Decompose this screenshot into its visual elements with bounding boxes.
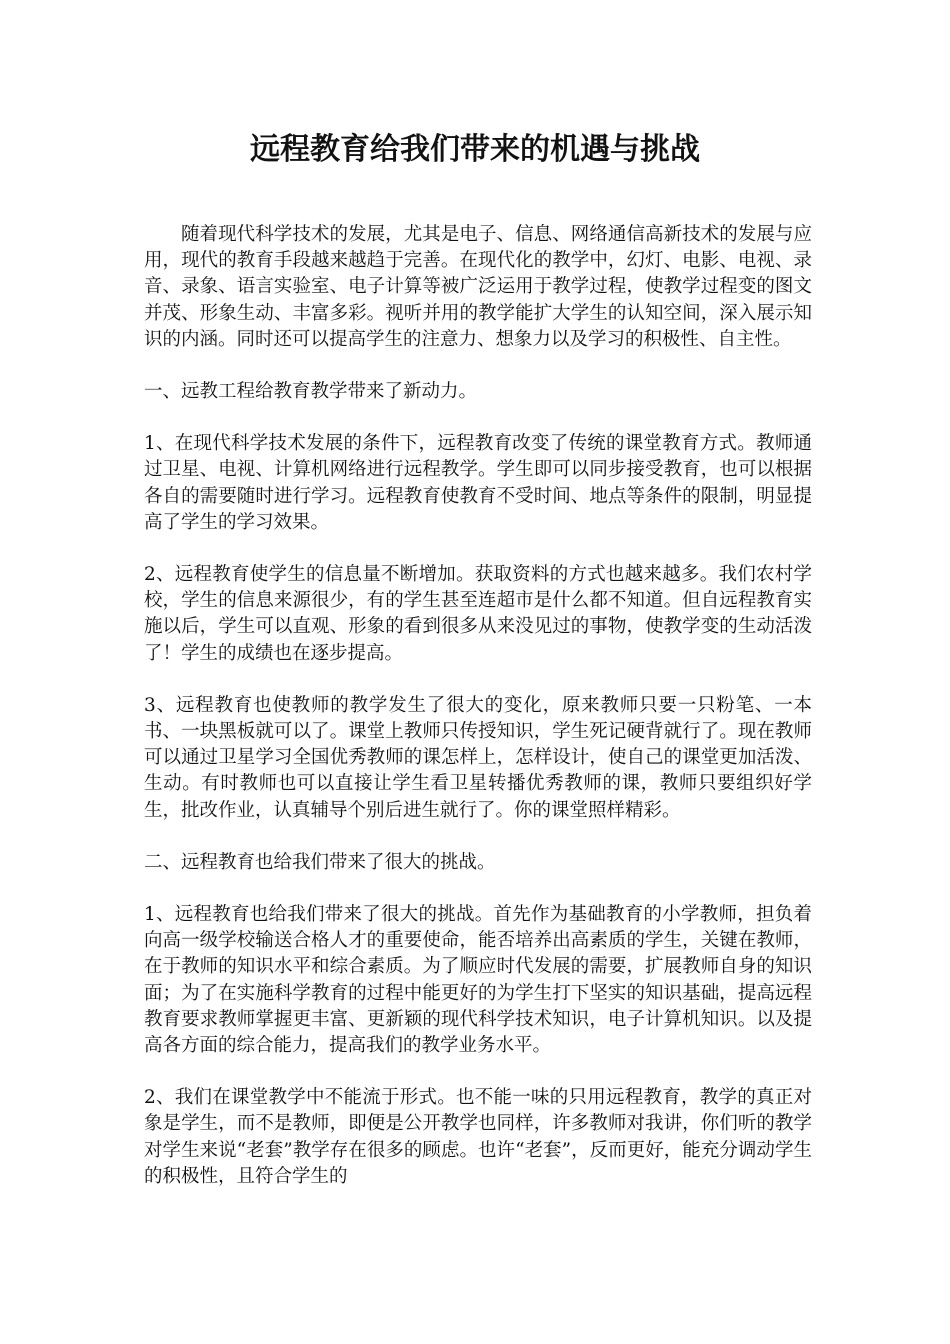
document-body	[144, 222, 812, 1216]
section-heading-2: 二、远程教育也给我们带来了很大的挑战。	[144, 851, 496, 873]
section-1-item-1: 1、在现代科学技术发展的条件下，远程教育改变了传统的课堂教育方式。教师通过卫星、电视、计算机网络进行远程教学。学生即可以同步接受教育，也可以根据各自的需要随时进行学习。远程教育使教育不受时间、地点等条件的限制，明显提高了学生的学习效果。	[144, 433, 812, 533]
section-2-item-2: 2、我们在课堂教学中不能流于形式。也不能一味的只用远程教育，教学的真正对象是学生，而不是教师，即便是公开教学也同样，许多教师对我讲，你们听的教学对学生来说“老套”教学存在很多的顾虑。也许“老套”，反而更好，能充分调动学生的积极性，且符合学生的	[144, 1087, 812, 1187]
section-1-item-2: 2、远程教育使学生的信息量不断增加。获取资料的方式也越来越多。我们农村学校，学生的信息来源很少，有的学生甚至连超市是什么都不知道。但自远程教育实施以后，学生可以直观、形象的看到很多从来没见过的事物，使教学变的生动活泼了！学生的成绩也在逐步提高。	[144, 564, 812, 664]
section-heading-1: 一、远教工程给教育教学带来了新动力。	[144, 381, 478, 403]
section-1-item-3: 3、远程教育也使教师的教学发生了很大的变化，原来教师只要一只粉笔、一本书、一块黑板就可以了。课堂上教师只传授知识，学生死记硬背就行了。现在教师可以通过卫星学习全国优秀教师的课怎样上，怎样设计，使自己的课堂更加活泼、生动。有时教师也可以直接让学生看卫星转播优秀教师的课，教师只要组织好学生，批改作业，认真辅导个别后进生就行了。你的课堂照样精彩。	[144, 694, 812, 821]
intro-paragraph: 随着现代科学技术的发展，尤其是电子、信息、网络通信高新技术的发展与应用，现代的教育手段越来越趋于完善。在现代化的教学中，幻灯、电影、电视、录音、录象、语言实验室、电子计算等被广泛运用于教学过程，使教学过程变的图文并茂、形象生动、丰富多彩。视听并用的教学能扩大学生的认知空间，深入展示知识的内涵。同时还可以提高学生的注意力、想象力以及学习的积极性、自主性。	[144, 224, 812, 350]
section-2-item-1: 1、远程教育也给我们带来了很大的挑战。首先作为基础教育的小学教师，担负着向高一级学校输送合格人才的重要使命，能否培养出高素质的学生，关键在教师，在于教师的知识水平和综合素质。为了顺应时代发展的需要，扩展教师自身的知识面；为了在实施科学教育的过程中能更好的为学生打下坚实的知识基础，提高远程教育要求教师掌握更丰富、更新颖的现代科学技术知识，电子计算机知识。以及提高各方面的综合能力，提高我们的教学业务水平。	[144, 904, 812, 1057]
document-title: 远程教育给我们带来的机遇与挑战	[250, 132, 700, 167]
